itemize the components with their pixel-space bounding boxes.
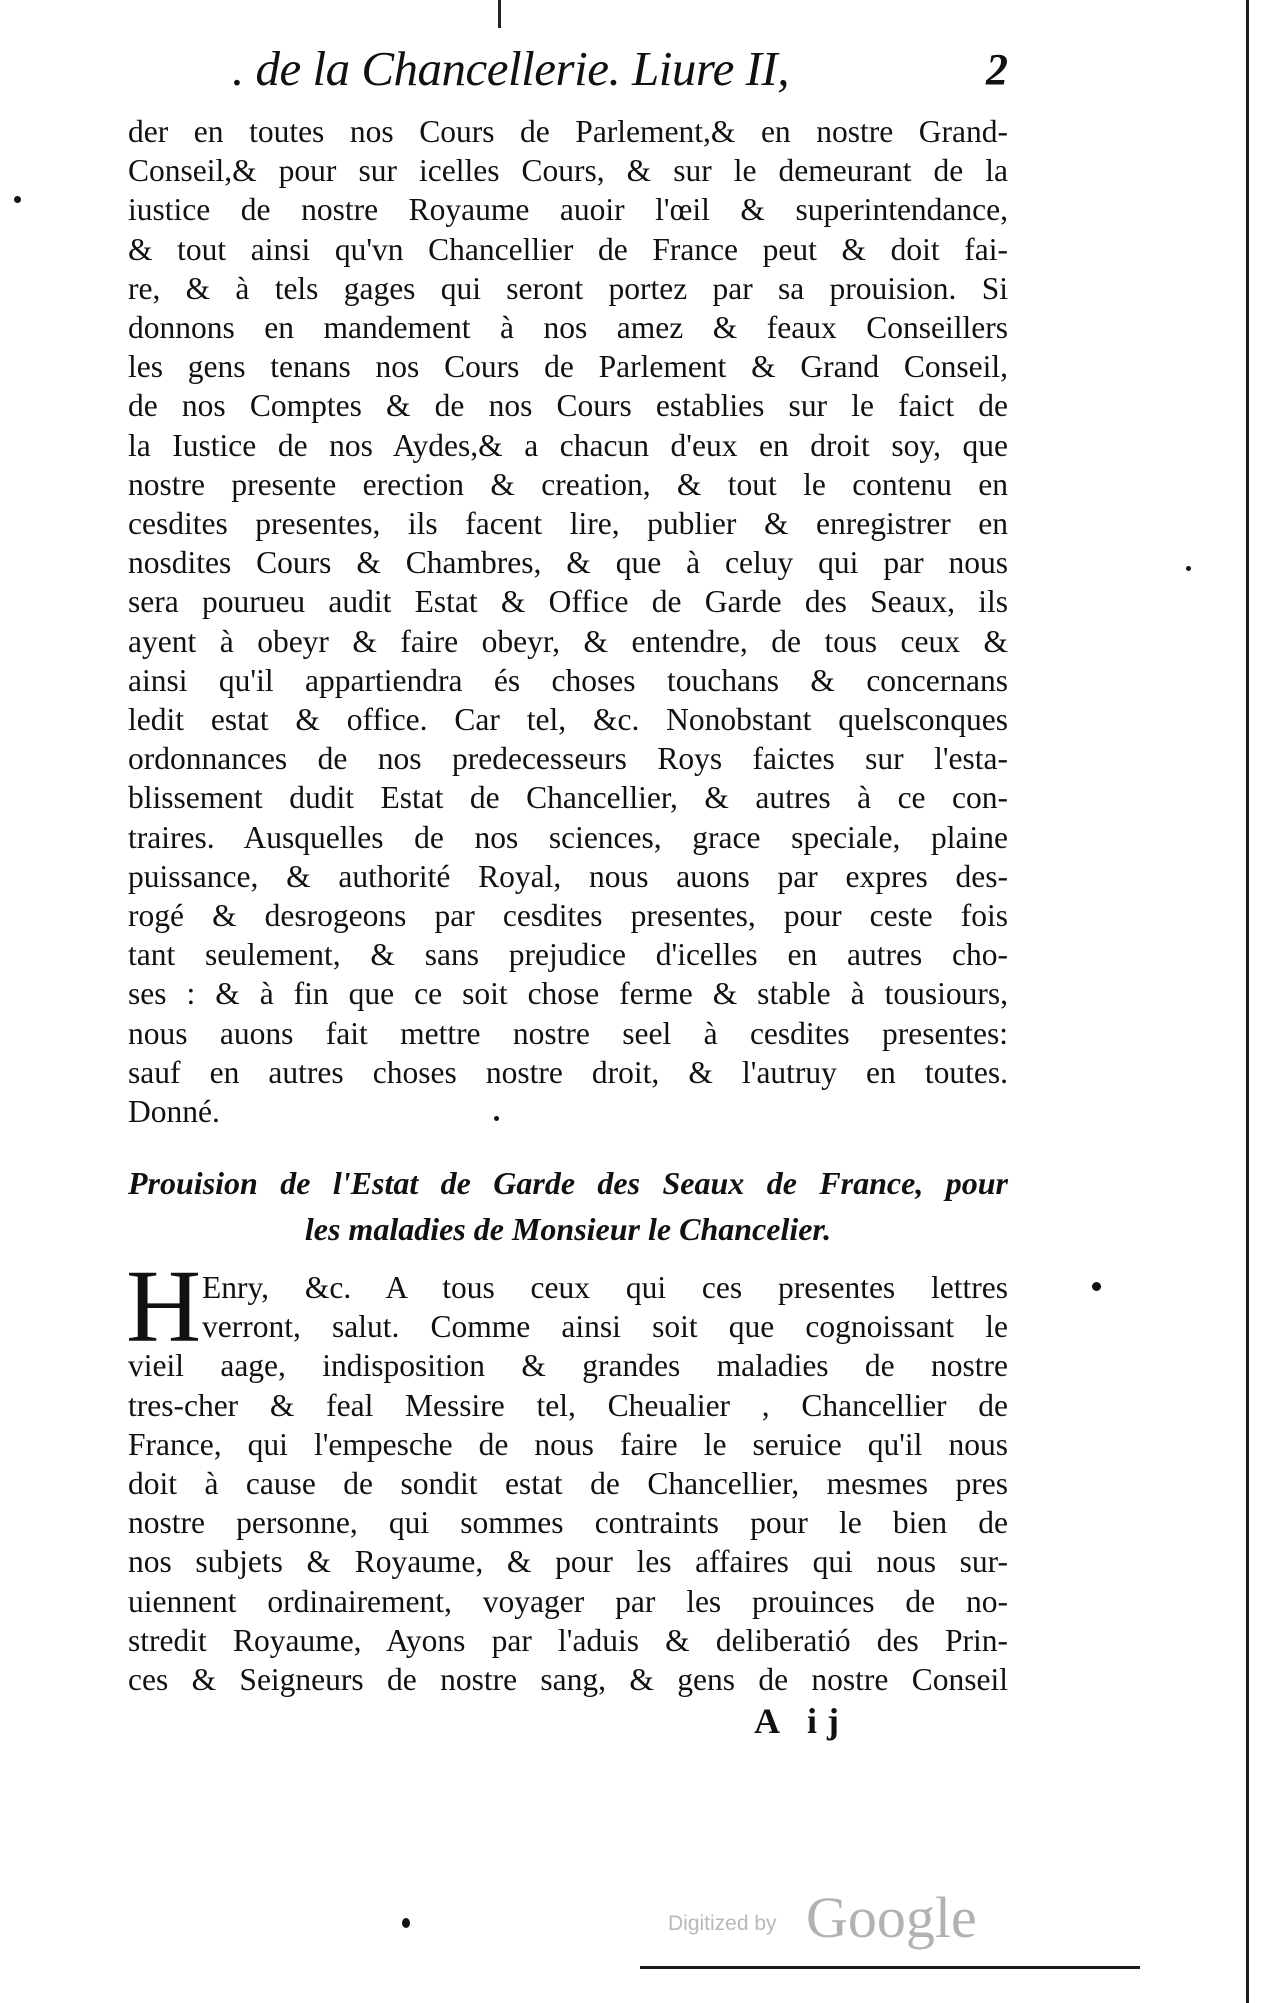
- text-line: nos subjets & Royaume, & pour les affaires qui nous sur-: [128, 1544, 1008, 1580]
- running-head: . de la Chancellerie. Liure II,: [232, 41, 789, 96]
- text-line: tant seulement, & sans prejudice d'icelles en autres cho-: [128, 937, 1008, 973]
- text-line: traires. Ausquelles de nos sciences, grace speciale, plaine: [128, 819, 1008, 855]
- text-line: vieil aage, indisposition & grandes maladies de nostre: [128, 1348, 1008, 1384]
- watermark-caption: Digitized by: [668, 1912, 777, 1935]
- gutter-mark: [498, 0, 501, 28]
- text-line: Donné.: [128, 1094, 220, 1130]
- ink-speck: [1186, 566, 1191, 571]
- signature-catchword: A ij: [754, 1701, 850, 1741]
- text-line: ainsi qu'il appartiendra és choses touchans & concernans: [128, 662, 1008, 698]
- text-line: puissance, & authorité Royal, nous auons par expres des-: [128, 858, 1008, 894]
- text-line: ses : & à fin que ce soit chose ferme & stable à tousiours,: [128, 976, 1008, 1012]
- drop-capital: H: [126, 1249, 202, 1364]
- text-line: uiennent ordinairement, voyager par les prouinces de no-: [128, 1583, 1008, 1619]
- ink-speck: [402, 1918, 410, 1928]
- text-line: Enry, &c. A tous ceux qui ces presentes lettres: [202, 1270, 1008, 1305]
- text-line: ordonnances de nos predecesseurs Roys faictes sur l'esta-: [128, 741, 1008, 777]
- text-line: nosdites Cours & Chambres, & que à celuy qui par nous: [128, 545, 1008, 581]
- text-line: nostre personne, qui sommes contraints pour le bien de: [128, 1505, 1008, 1541]
- text-line: France, qui l'empesche de nous faire le seruice qu'il nous: [128, 1426, 1008, 1462]
- text-line: nostre presente erection & creation, & tout le contenu en: [128, 466, 1008, 502]
- text-line: sera pourueu audit Estat & Office de Garde des Seaux, ils: [128, 584, 1008, 620]
- text-line: cesdites presentes, ils facent lire, publier & enregistrer en: [128, 506, 1008, 542]
- text-line: iustice de nostre Royaume auoir l'œil & superintendance,: [128, 192, 1008, 228]
- text-line: doit à cause de sondit estat de Chancellier, mesmes pres: [128, 1466, 1008, 1502]
- text-line: & tout ainsi qu'vn Chancellier de France peut & doit fai-: [128, 231, 1008, 267]
- section-heading: [128, 1160, 1008, 1252]
- ink-speck: [14, 196, 21, 203]
- ink-speck: [1092, 1282, 1101, 1291]
- text-line: ces & Seigneurs de nostre sang, & gens de nostre Conseil: [128, 1662, 1008, 1698]
- text-line: Conseil,& pour sur icelles Cours, & sur le demeurant de la: [128, 153, 1008, 189]
- page-header: [232, 40, 1008, 110]
- section-paragraph: [128, 1268, 1008, 1699]
- text-line: de nos Comptes & de nos Cours establies sur le faict de: [128, 388, 1008, 424]
- text-line: les gens tenans nos Cours de Parlement & Grand Conseil,: [128, 349, 1008, 385]
- bottom-edge-rule: [640, 1966, 1140, 1969]
- text-line: donnons en mandement à nos amez & feaux Conseillers: [128, 310, 1008, 346]
- text-line: verront, salut. Comme ainsi soit que cognoissant le: [202, 1309, 1008, 1345]
- ink-speck: [494, 1116, 499, 1121]
- text-line: tres-cher & feal Messire tel, Cheualier , Chancellier de: [128, 1387, 1008, 1423]
- text-line: ledit estat & office. Car tel, &c. Nonobstant quelsconques: [128, 702, 1008, 738]
- page-number: 2: [986, 45, 1008, 94]
- text-line: der en toutes nos Cours de Parlement,& en nostre Grand-: [128, 114, 1008, 149]
- text-line: ayent à obeyr & faire obeyr, & entendre, de tous ceux &: [128, 623, 1008, 659]
- text-line: sauf en autres choses nostre droit, & l'autruy en toutes.: [128, 1054, 1008, 1090]
- text-line: la Iustice de nos Aydes,& a chacun d'eux en droit soy, que: [128, 427, 1008, 463]
- text-line: nous auons fait mettre nostre seel à cesdites presentes:: [128, 1015, 1008, 1051]
- text-line: stredit Royaume, Ayons par l'aduis & deliberatió des Prin-: [128, 1622, 1008, 1658]
- heading-line: Prouision de l'Estat de Garde des Seaux de France, pour: [128, 1165, 1008, 1201]
- text-line: re, & à tels gages qui seront portez par sa prouision. Si: [128, 270, 1008, 306]
- google-logo: Google: [806, 1885, 977, 1950]
- text-line: rogé & desrogeons par cesdites presentes, pour ceste fois: [128, 898, 1008, 934]
- digitized-watermark: [668, 1885, 1008, 1950]
- page-edge-rule: [1246, 0, 1249, 2003]
- text-line: blissement dudit Estat de Chancellier, & autres à ce con-: [128, 780, 1008, 816]
- heading-line: les maladies de Monsieur le Chancelier.: [304, 1211, 832, 1247]
- body-paragraph: [128, 112, 1008, 1131]
